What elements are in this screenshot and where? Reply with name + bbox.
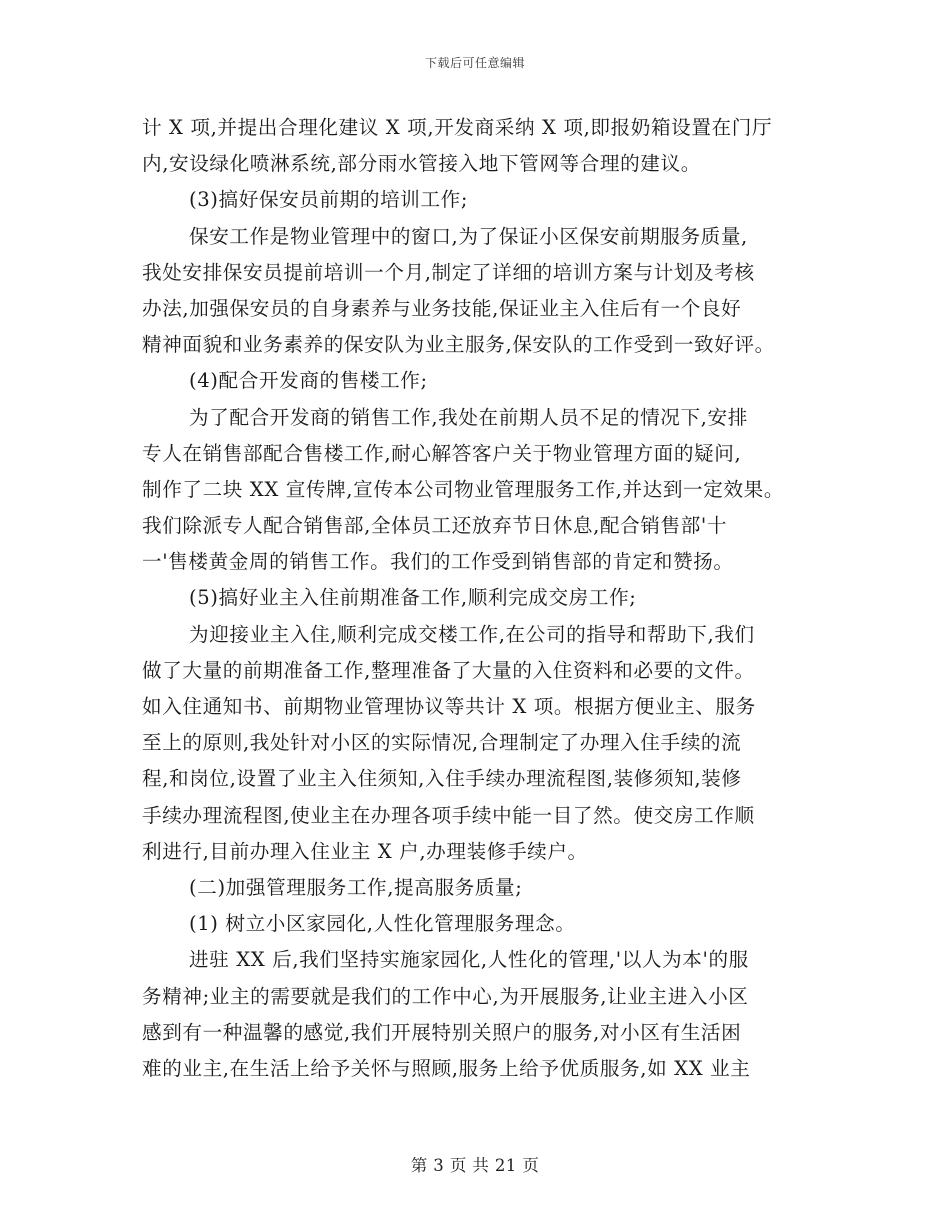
text-line: 办法,加强保安员的自身素养与业务技能,保证业主入住后有一个良好 [142,296,742,320]
document-body [142,110,822,1087]
text-line: 我处安排保安员提前培训一个月,制定了详细的培训方案与计划及考核 [142,260,755,284]
text-line: 为了配合开发商的销售工作,我处在前期人员不足的情况下,安排 [189,405,748,429]
text-line: 利进行,目前办理入住业主 X 户,办理装修手续户。 [142,839,588,863]
text-line: 至上的原则,我处针对小区的实际情况,合理制定了办理入住手续的流 [142,731,742,755]
text-line: 保安工作是物业管理中的窗口,为了保证小区保安前期服务质量, [189,224,748,248]
text-line: 程,和岗位,设置了业主入住须知,入住手续办理流程图,装修须知,装修 [142,767,742,791]
text-line: (3)搞好保安员前期的培训工作; [189,188,469,212]
text-line: 手续办理流程图,使业主在办理各项手续中能一目了然。使交房工作顺 [142,803,755,827]
text-line: 如入住通知书、前期物业管理协议等共计 X 项。根据方便业主、服务 [142,695,756,718]
text-line: 专人在销售部配合售楼工作,耐心解答客户关于物业管理方面的疑问, [142,441,742,465]
text-line: 精神面貌和业务素养的保安队为业主服务,保安队的工作受到一致好评。 [142,333,775,357]
text-line: (1) 树立小区家园化,人性化管理服务理念。 [189,912,576,936]
text-line: 感到有一种温馨的感觉,我们开展特别关照户的服务,对小区有生活困 [142,1020,742,1044]
text-line: 为迎接业主入住,顺利完成交楼工作,在公司的指导和帮助下,我们 [189,622,755,646]
page-header: 下载后可任意编辑 [424,56,525,70]
text-line: 务精神;业主的需要就是我们的工作中心,为开展服务,让业主进入小区 [142,984,749,1008]
text-line: 内,安设绿化喷淋系统,部分雨水管接入地下管网等合理的建议。 [142,152,701,176]
text-line: 一'售楼黄金周的销售工作。我们的工作受到销售部的肯定和赞扬。 [142,550,734,574]
page-number-footer: 第 3 页 共 21 页 [410,1156,540,1175]
text-line: 做了大量的前期准备工作,整理准备了大量的入住资料和必要的文件。 [142,658,755,682]
text-line: (4)配合开发商的售楼工作; [189,369,428,393]
text-line: 难的业主,在生活上给予关怀与照顾,服务上给予优质服务,如 XX 业主 [142,1056,751,1080]
text-line: (二)加强管理服务工作,提高服务质量; [189,875,523,899]
text-line: 计 X 项,并提出合理化建议 X 项,开发商采纳 X 项,即报奶箱设置在门厅 [142,116,773,139]
text-line: 制作了二块 XX 宣传牌,宣传本公司物业管理服务工作,并达到一定效果。 [142,477,785,501]
text-line: 进驻 XX 后,我们坚持实施家园化,人性化的管理,'以人为本'的服 [189,948,749,972]
text-line: (5)搞好业主入住前期准备工作,顺利完成交房工作; [189,586,637,610]
text-line: 我们除派专人配合销售部,全体员工还放弃节日休息,配合销售部'十 [142,514,728,538]
